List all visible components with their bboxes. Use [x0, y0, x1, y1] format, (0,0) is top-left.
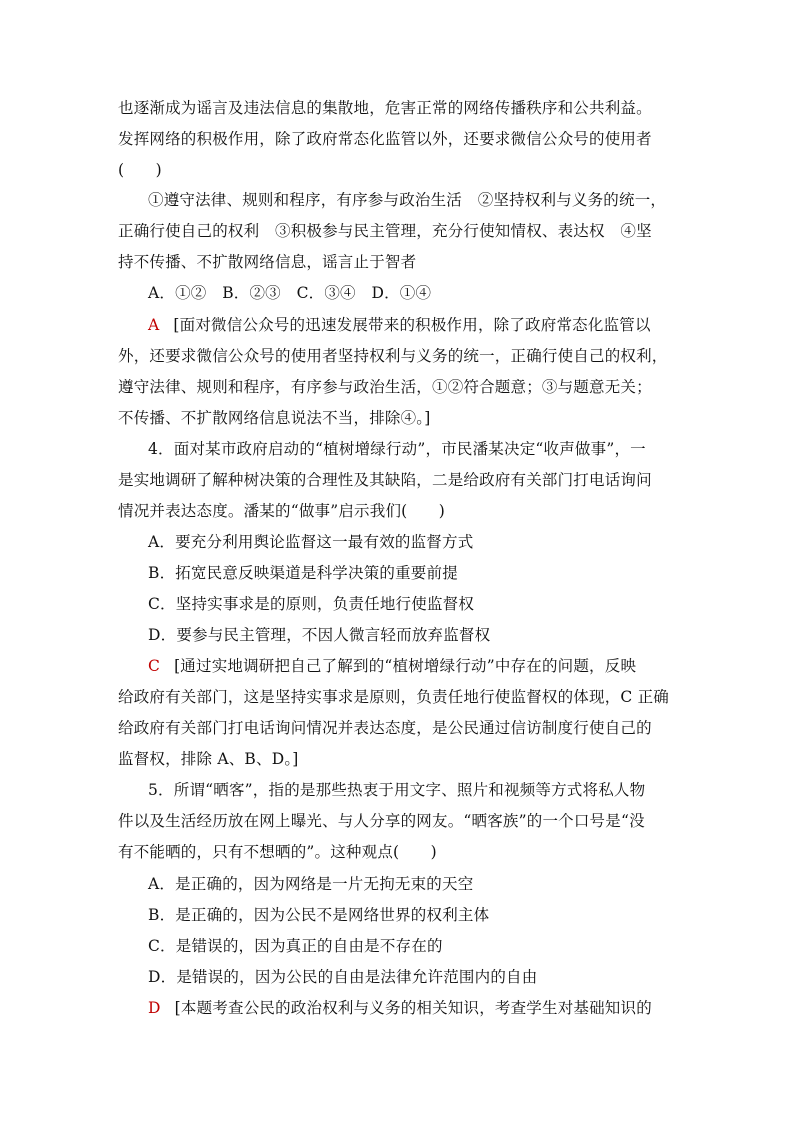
option-a: A．是正确的，因为网络是一片无拘无束的天空	[148, 875, 474, 893]
question-4-stem: 4．面对某市政府启动的“植树增绿行动”，市民潘某决定“收声做事”，一	[148, 440, 646, 458]
explanation-line: 监督权，排除 A、B、D。]	[118, 750, 299, 768]
question-5-stem: 有不能晒的，只有不想晒的”。这种观点( )	[118, 843, 437, 861]
option-a: A．要充分利用舆论监督这一最有效的监督方式	[148, 533, 474, 551]
option-c: C．是错误的，因为真正的自由是不存在的	[148, 937, 443, 955]
answer-letter: C	[148, 657, 161, 675]
question-5-stem: 5．所谓“晒客”，指的是那些热衷于用文字、照片和视频等方式将私人物	[148, 781, 646, 799]
explanation-text: [本题考查公民的政治权利与义务的相关知识，考查学生对基础知识的	[174, 999, 652, 1017]
answer-letter: D	[148, 999, 161, 1017]
explanation-line: 给政府有关部门，这是坚持实事求是原则，负责任地行使监督权的体现，C 正确	[118, 688, 669, 706]
explanation-line	[148, 654, 636, 676]
explanation-line: 给政府有关部门打电话询问情况并表达态度，是公民通过信访制度行使自己的	[118, 719, 652, 737]
option-d: D．是错误的，因为公民的自由是法律允许范围内的自由	[148, 968, 538, 986]
option-b: B．是正确的，因为公民不是网络世界的权利主体	[148, 906, 490, 924]
explanation-line: 外，还要求微信公众号的使用者坚持权利与义务的统一，正确行使自己的权利，	[118, 347, 668, 365]
option-c: C．坚持实事求是的原则，负责任地行使监督权	[148, 595, 475, 613]
option-d: D．要参与民主管理，不因人微言轻而放弃监督权	[148, 626, 491, 644]
option-b: B．拓宽民意反映渠道是科学决策的重要前提	[148, 564, 458, 582]
text-line: 发挥网络的积极作用，除了政府常态化监管以外，还要求微信公众号的使用者	[118, 130, 652, 148]
answer-letter: A	[148, 316, 160, 334]
question-5-stem: 件以及生活经历放在网上曝光、与人分享的网友。“晒客族”的一个口号是“没	[118, 812, 645, 830]
answer-blank: ( )	[118, 161, 162, 179]
options-line: A．①② B．②③ C．③④ D．①④	[148, 284, 432, 302]
text-line: 也逐渐成为谣言及违法信息的集散地，危害正常的网络传播秩序和公共利益。	[118, 99, 652, 117]
explanation-line: 遵守法律、规则和程序，有序参与政治生活，①②符合题意；③与题意无关；	[118, 378, 652, 396]
explanation-line: 不传播、不扩散网络信息说法不当，排除④。]	[118, 409, 431, 427]
explanation-line	[148, 313, 651, 335]
question-4-stem: 情况并表达态度。潘某的“做事”启示我们( )	[118, 502, 446, 520]
question-4-stem: 是实地调研了解种树决策的合理性及其缺陷，二是给政府有关部门打电话询问	[118, 471, 652, 489]
statement-line: 持不传播、不扩散网络信息，谣言止于智者	[118, 253, 417, 271]
statement-line: 正确行使自己的权利 ③积极参与民主管理，充分行使知情权、表达权 ④坚	[118, 222, 652, 240]
explanation-text: [面对微信公众号的迅速发展带来的积极作用，除了政府常态化监管以	[173, 316, 651, 334]
statement-line: ①遵守法律、规则和程序，有序参与政治生活 ②坚持权利与义务的统一，	[148, 191, 667, 209]
explanation-line	[148, 996, 652, 1018]
explanation-text: [通过实地调研把自己了解到的“植树增绿行动”中存在的问题，反映	[174, 657, 637, 675]
